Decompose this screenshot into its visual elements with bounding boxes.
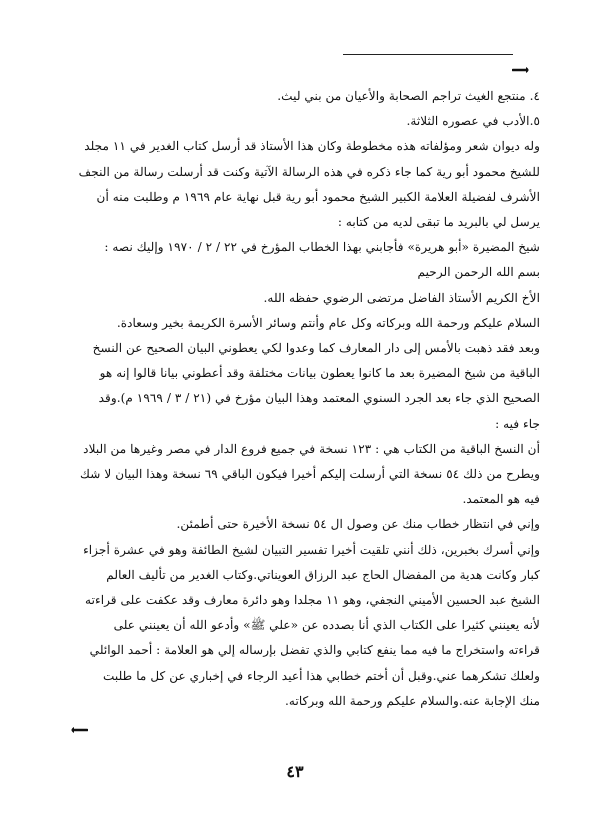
text-line: أن النسخ الباقية من الكتاب هي : ١٢٣ نسخة في جميع فروع الدار في مصر وغيرها من البلاد bbox=[83, 441, 540, 456]
text-line: ولعلك تشكرهما عني.وقبل أن أختم خطابي هذا أعيد الرجاء في إخباري عن كل ما طلبت bbox=[102, 668, 540, 683]
text-line: بسم الله الرحمن الرحيم bbox=[417, 265, 540, 280]
text-line: السلام عليكم ورحمة الله وبركاته وكل عام وأنتم وسائر الأسرة الكريمة بخير وسعادة. bbox=[116, 315, 540, 330]
text-line: ٥.الأدب في عصوره الثلاثة. bbox=[406, 114, 540, 129]
text-line: جاء فيه : bbox=[495, 416, 540, 431]
text-line: ٤. منتجع الغيث تراجم الصحابة والأعيان من بني ليث. bbox=[277, 89, 540, 103]
header-rule bbox=[343, 54, 513, 55]
text-line: وإني في انتظار خطاب منك عن وصول ال ٥٤ نسخة الأخيرة حتى أطمئن. bbox=[176, 517, 540, 532]
text-line: شيخ المضيرة «أبو هريرة» فأجابني بهذا الخطاب المؤرخ في ٢٢ / ٢ / ١٩٧٠ وإليك نصه : bbox=[104, 240, 540, 255]
text-line: الشيخ عبد الحسين الأميني النجفي، وهو ١١ مجلدا وهو دائرة معارف وقد عكفت على قراءته bbox=[85, 593, 540, 608]
text-line: وإني أسرك بخبرين، ذلك أنني تلقيت أخيرا تفسير التبيان لشيخ الطائفة وهو في عشرة أجزاء bbox=[83, 542, 540, 557]
text-line: الأشرف لفضيلة العلامة الكبير الشيخ محمود أبو رية قبل نهاية عام ١٩٦٩ م وطلبت منه أن bbox=[96, 189, 540, 204]
text-line: منك الإجابة عنه.والسلام عليكم ورحمة الله وبركاته. bbox=[285, 693, 540, 708]
text-line: وله ديوان شعر ومؤلفاته هذه مخطوطة وكان هذا الأستاذ قد أرسل كتاب الغدير في ١١ مجلد bbox=[84, 139, 540, 154]
text-line: ويطرح من ذلك ٥٤ نسخة التي أرسلت إليكم أخيرا فيكون الباقي ٦٩ نسخة وهذا البيان لا شك bbox=[80, 467, 540, 482]
text-line: الباقية من شيخ المضيرة بعد ما كانوا يعطون بيانات مختلفة وقد أعطوني بيانا قالوا إنه هو bbox=[99, 366, 540, 381]
page-number: ٤٣ bbox=[286, 762, 304, 781]
text-line: للشيخ محمود أبو رية كما جاء ذكره في هذه الرسالة الآتية وكنت قد أرسلت رسالة من النجف bbox=[78, 164, 540, 179]
text-line: الأخ الكريم الأستاذ الفاضل مرتضى الرضوي حفظه الله. bbox=[263, 290, 540, 305]
text-line: الصحيح الذي جاء بعد الجرد السنوي المعتمد وهذا البيان مؤرخ في (٢١ / ٣ / ١٩٦٩ م).وقد bbox=[98, 391, 540, 406]
text-line: يرسل لي بالبريد ما تبقى لديه من كتابه : bbox=[337, 215, 540, 230]
body-text bbox=[54, 84, 540, 714]
arrow-left-icon bbox=[66, 726, 88, 734]
text-line: فيه هو المعتمد. bbox=[462, 492, 540, 507]
text-line: لأنه يعينني كثيرا على الكتاب الذي أنا بصدده عن «علي ﷺ» وأدعو الله أن يعينني على bbox=[113, 618, 540, 633]
text-line: كبار وكانت هدية من المفضال الحاج عبد الرزاق العويناتي.وكتاب الغدير من تأليف العالم bbox=[106, 567, 540, 582]
text-line: وبعد فقد ذهبت بالأمس إلى دار المعارف كما وعدوا لكي يعطوني البيان الصحيح عن النسخ bbox=[92, 341, 540, 356]
text-line: قراءته واستخراج ما فيه مما ينفع كتابي والذي تفضل بإرساله إلي هو العلامة : أحمد الوائلي bbox=[89, 643, 540, 658]
arrow-right-icon bbox=[512, 66, 534, 74]
